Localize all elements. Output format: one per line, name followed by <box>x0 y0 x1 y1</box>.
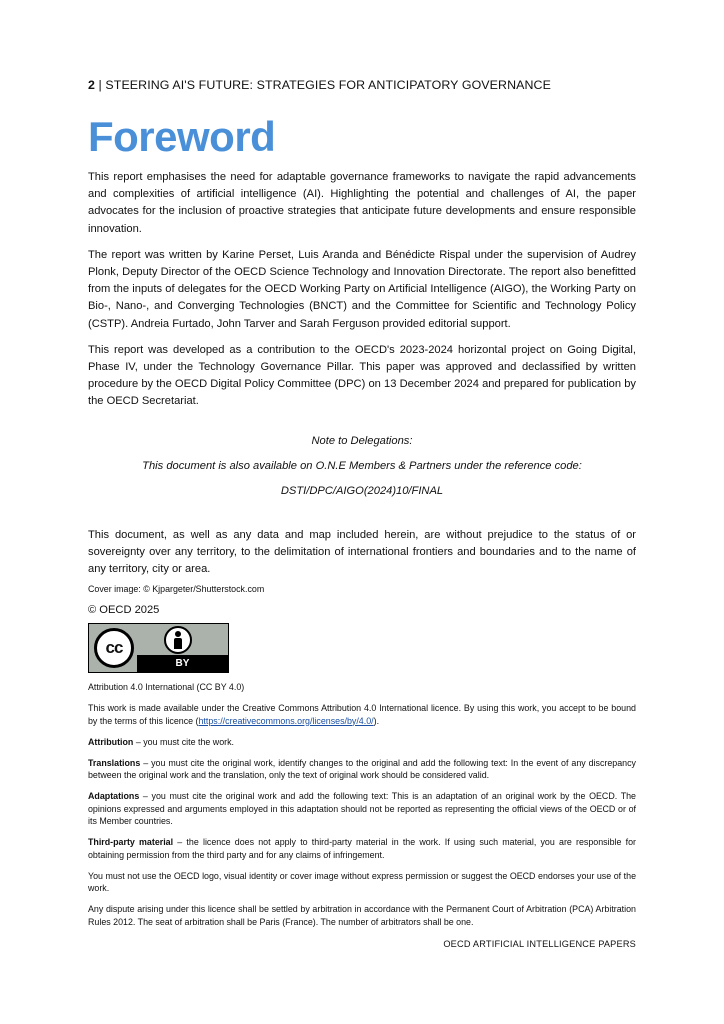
header-separator: | <box>95 78 106 92</box>
by-label: BY <box>137 655 228 672</box>
dispute-clause: Any dispute arising under this licence shall be settled by arbitration in accordance with the Permanent Court of Arbitration (PCA) Arbitration Rules 2012. The seat of arbitration shall be Paris (France). The number of arbitrators shall be one. <box>88 904 636 927</box>
paragraph-1: This report emphasises the need for adaptable governance frameworks to navigate the rapid advancements and complexities of artificial intelligence (AI). Highlighting the potential and challenges of AI, the paper advocates for the inclusion of proactive strategies that anticipate future developments and ensure responsible innovation. <box>88 171 636 235</box>
attribution-clause: Attribution – you must cite the work. <box>88 736 234 747</box>
running-footer: OECD ARTIFICIAL INTELLIGENCE PAPERS <box>443 939 636 949</box>
licence-link[interactable]: https://creativecommons.org/licenses/by/4.0/ <box>198 715 374 726</box>
disclaimer-block <box>88 527 636 618</box>
copyright: © OECD 2025 <box>88 604 160 617</box>
header-title: STEERING AI'S FUTURE: STRATEGIES FOR ANTICIPATORY GOVERNANCE <box>105 78 551 92</box>
page-title: Foreword <box>88 113 276 160</box>
licence-block <box>88 681 636 937</box>
third-party-clause: Third-party material – the licence does not apply to third-party material in the work. If using such material, you are responsible for obtaining permission from the third party and for any claims of infringement. <box>88 837 636 860</box>
logo-notice: You must not use the OECD logo, visual identity or cover image without express permission or suggest the OECD endorses your use of the work. <box>88 870 636 893</box>
foreword-body <box>88 169 636 420</box>
note-heading: Note to Delegations: <box>311 435 413 447</box>
licence-intro: This work is made available under the Creative Commons Attribution 4.0 International licence. By using this work, you accept to be bound by the terms of this licence (https://creativecommons.org/licenses/by/4.0/). <box>88 703 636 726</box>
paragraph-2: The report was written by Karine Perset, Luis Aranda and Bénédicte Rispal under the supervision of Audrey Plonk, Deputy Director of the OECD Science Technology and Innovation Directorate. The report also benefitted from the inputs of delegates for the OECD Working Party on Artificial Intelligence (AIGO), the Working Party on Bio-, Nano-, and Converging Technologies (BNCT) and the Committee for Scientific and Technology Policy (CSTP). Andreia Furtado, John Tarver and Sarah Ferguson provided editorial support. <box>88 248 636 330</box>
page-number: 2 <box>88 78 95 92</box>
territory-disclaimer: This document, as well as any data and map included herein, are without prejudice to the status of or sovereignty over any territory, to the delimitation of international frontiers and boundaries and to the name of any territory, city or area. <box>88 529 636 576</box>
adaptations-clause: Adaptations – you must cite the original work and add the following text: This is an adaptation of an original work by the OECD. The opinions expressed and arguments employed in this adaptation should not be reported as representing the official views of the OECD or of its Member countries. <box>88 791 636 826</box>
licence-name: Attribution 4.0 International (CC BY 4.0) <box>88 682 245 692</box>
note-line: This document is also available on O.N.E Members & Partners under the reference code: <box>142 460 582 472</box>
running-header <box>88 78 636 92</box>
cc-icon: cc <box>94 628 134 668</box>
translations-clause: Translations – you must cite the original work, identify changes to the original and add the following text: In the event of any discrepancy between the original work and the translation, only the text of original work should be considered valid. <box>88 757 636 780</box>
note-reference-code: DSTI/DPC/AIGO(2024)10/FINAL <box>280 485 444 497</box>
note-to-delegations <box>88 433 636 508</box>
cc-by-badge[interactable] <box>88 623 229 673</box>
attribution-person-icon <box>164 626 192 654</box>
cover-credit: Cover image: © Kjpargeter/Shutterstock.com <box>88 583 265 594</box>
paragraph-3: This report was developed as a contribution to the OECD's 2023-2024 horizontal project on Going Digital, Phase IV, under the Technology Governance Pillar. This paper was approved and declassified by written procedure by the OECD Digital Policy Committee (DPC) on 13 December 2024 and prepared for publication by the OECD Secretariat. <box>88 343 636 408</box>
